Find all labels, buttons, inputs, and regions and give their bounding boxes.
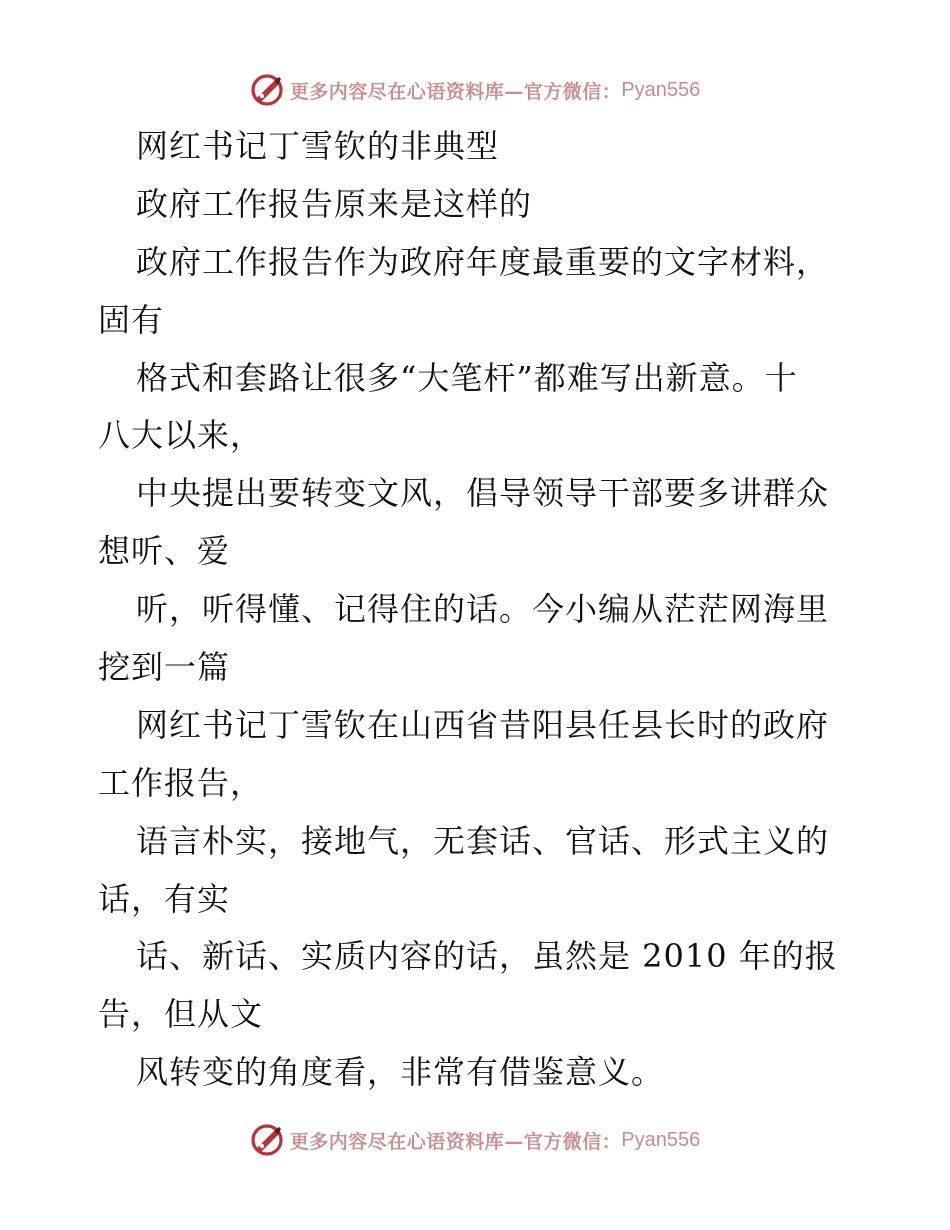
text-line: 挖到一篇 xyxy=(98,648,231,687)
text-line: 政府工作报告原来是这样的 xyxy=(136,184,533,223)
banner-wechat-id: Pyan556 xyxy=(621,78,701,101)
text-line: 网红书记丁雪钦的非典型 xyxy=(136,127,500,165)
text-line: 告，但从文 xyxy=(98,995,264,1034)
text-line: 语言朴实，接地气，无套话、官话、形式主义的 xyxy=(136,821,830,860)
text-line: 政府工作报告作为政府年度最重要的文字材料， xyxy=(136,242,830,281)
header-banner xyxy=(0,70,950,110)
text-line: 八大以来， xyxy=(98,416,264,455)
text-line: 话、新话、实质内容的话，虽然是 2010 年的报 xyxy=(136,937,838,976)
text-line: 网红书记丁雪钦在山西省昔阳县任县长时的政府 xyxy=(136,705,830,744)
text-line: 风转变的角度看，非常有借鉴意义。 xyxy=(136,1053,665,1092)
text-line: 中央提出要转变文风，倡导领导干部要多讲群众 xyxy=(136,474,830,513)
text-line: 话，有实 xyxy=(98,879,231,918)
pen-circle-logo-icon xyxy=(250,73,284,107)
text-line: 想听、爱 xyxy=(98,532,231,571)
text-line: 工作报告， xyxy=(98,763,264,802)
document-body xyxy=(98,118,853,1102)
text-line: 固有 xyxy=(98,300,165,339)
banner-wechat-id: Pyan556 xyxy=(621,1128,701,1151)
pen-circle-logo-icon xyxy=(250,1123,284,1157)
banner-text: 更多内容尽在心语资料库—官方微信： xyxy=(289,80,622,103)
footer-banner xyxy=(0,1120,950,1160)
text-line: 格式和套路让很多“大笔杆”都难写出新意。十 xyxy=(136,358,798,397)
text-line: 听，听得懂、记得住的话。今小编从茫茫网海里 xyxy=(136,590,830,629)
banner-text: 更多内容尽在心语资料库—官方微信： xyxy=(289,1130,622,1153)
